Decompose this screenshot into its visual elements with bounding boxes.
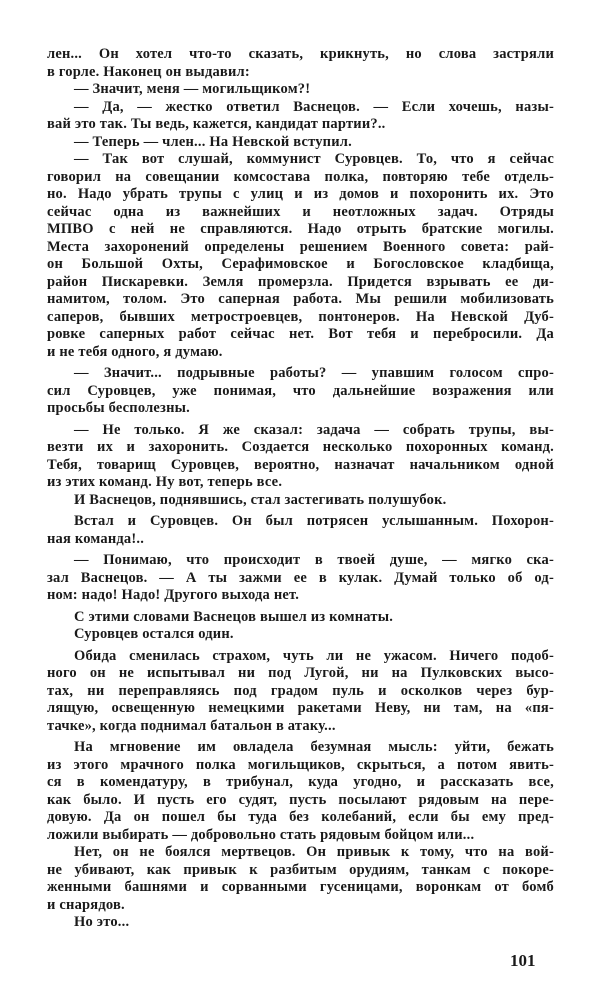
text-line: Места захоронений определены решением Военного совета: рай-	[47, 238, 554, 255]
text-line: ровке саперных работ сейчас нет. Вот тебя и перебросили. Да	[47, 326, 554, 342]
paragraph	[47, 739, 554, 844]
text-line: Суровцев остался один.	[74, 626, 234, 642]
text-line: ся в комендатуру, в трибунал, куда угодно, и рассказать все,	[47, 774, 554, 790]
text-line: — Так вот слушай, коммунист Суровцев. То, что я сейчас	[74, 151, 554, 167]
text-line: ложили выбирать — добровольно стать рядовым бойцом или...	[47, 826, 475, 843]
paragraph	[47, 844, 554, 914]
paragraph	[47, 151, 554, 361]
text-line: МПВО с ней не справляются. Надо отрыть братские могилы.	[47, 221, 554, 237]
text-line: Тебя, товарищ Суровцев, вероятно, назначат начальником одной	[47, 456, 554, 473]
paragraph	[47, 648, 554, 736]
text-line: На мгновение им овладела безумная мысль: уйти, бежать	[74, 739, 554, 755]
text-line: везти их и захоронить. Создается несколько похоронных команд.	[47, 439, 554, 455]
text-line: намитом, толом. Это саперная работа. Мы решили мобилизовать	[47, 291, 554, 307]
text-line: — Понимаю, что происходит в твоей душе, — мягко ска-	[74, 552, 554, 568]
text-line: Но это...	[74, 914, 130, 930]
text-line: Встал и Суровцев. Он был потрясен услышанным. Похорон-	[74, 513, 554, 529]
text-line: тах, ни переправляясь под градом пуль и осколков через бур-	[47, 682, 554, 699]
text-line: довую. Да он пошел бы туда без колебаний, если бы ему пред-	[47, 809, 554, 825]
text-line: но. Надо убрать трупы с улиц и из домов и похоронить их. Это	[47, 186, 554, 202]
text-line: — Да, — жестко ответил Васнецов. — Если хочешь, назы-	[74, 98, 554, 115]
text-line: сейчас одна из важнейших и неотложных задач. Отряды	[47, 203, 554, 220]
paragraph	[47, 99, 554, 134]
text-line: он Большой Охты, Серафимовское и Богословское кладбища,	[47, 256, 554, 272]
page-number: 101	[510, 951, 536, 970]
text-line: тачке», когда поднимал батальон в атаку...	[47, 717, 336, 734]
text-line: — Значит, меня — могильщиком?!	[74, 81, 311, 97]
text-line: Обида сменилась страхом, чуть ли не ужасом. Ничего подоб-	[74, 647, 554, 664]
text-line: зал Васнецов. — А ты зажми ее в кулак. Думай только об од-	[47, 569, 554, 586]
text-line: говорил на совещании комсостава полка, повторяю тебе отдель-	[47, 168, 554, 185]
book-page-text	[47, 46, 554, 932]
paragraph	[47, 134, 554, 152]
text-line: — Значит... подрывные работы? — упавшим голосом спро-	[74, 365, 554, 381]
paragraph	[47, 365, 554, 418]
text-line: — Теперь — член... На Невской вступил.	[74, 133, 352, 150]
paragraph	[47, 492, 554, 510]
text-line: как было. И пусть его судят, пусть посылают рядовым на пере-	[47, 791, 554, 808]
text-line: И Васнецов, поднявшись, стал застегивать полушубок.	[74, 491, 447, 508]
text-line: лен... Он хотел что-то сказать, крикнуть, но слова застряли	[47, 46, 554, 62]
text-line: ного он не испытывал ни под Лугой, ни на Пулковских высо-	[47, 665, 554, 681]
text-line: вай это так. Ты ведь, кажется, кандидат партии?..	[47, 116, 386, 132]
text-line: Нет, он не боялся мертвецов. Он привык к тому, что на вой-	[74, 844, 554, 860]
text-line: не убивают, как привык к разбитым орудиям, танкам с покоре-	[47, 861, 554, 878]
paragraph	[47, 46, 554, 81]
text-line: ном: надо! Надо! Другого выхода нет.	[47, 587, 300, 603]
text-line: просьбы бесполезны.	[47, 400, 190, 416]
text-line: район Пискаревки. Земля промерзла. Придется взрывать ее ди-	[47, 273, 554, 290]
paragraph	[47, 81, 554, 99]
paragraph	[47, 513, 554, 548]
text-line: саперов, бывших метростроевцев, понтонеров. На Невской Дуб-	[47, 308, 554, 325]
text-line: женными башнями и сорванными гусеницами, воронкам от бомб	[47, 879, 554, 895]
text-line: и снарядов.	[47, 896, 125, 913]
text-line: С этими словами Васнецов вышел из комнаты.	[74, 608, 394, 625]
text-line: в горле. Наконец он выдавил:	[47, 63, 250, 80]
paragraph	[47, 552, 554, 605]
text-line: и не тебя одного, я думаю.	[47, 343, 223, 360]
paragraph	[47, 914, 554, 932]
paragraph	[47, 609, 554, 627]
text-line: ная команда!..	[47, 530, 145, 547]
text-line: из этих команд. Ну вот, теперь все.	[47, 474, 283, 490]
text-line: сил Суровцев, уже понимая, что дальнейшие возражения или	[47, 382, 554, 399]
paragraph	[47, 422, 554, 492]
text-line: лящую, освещенную немецкими ракетами Неву, ни там, на «пя-	[47, 700, 554, 716]
text-line: — Не только. Я же сказал: задача — собрать трупы, вы-	[74, 421, 554, 438]
text-line: из этого мрачного полка могильщиков, скрыться, а потом явить-	[47, 756, 554, 773]
paragraph	[47, 626, 554, 644]
